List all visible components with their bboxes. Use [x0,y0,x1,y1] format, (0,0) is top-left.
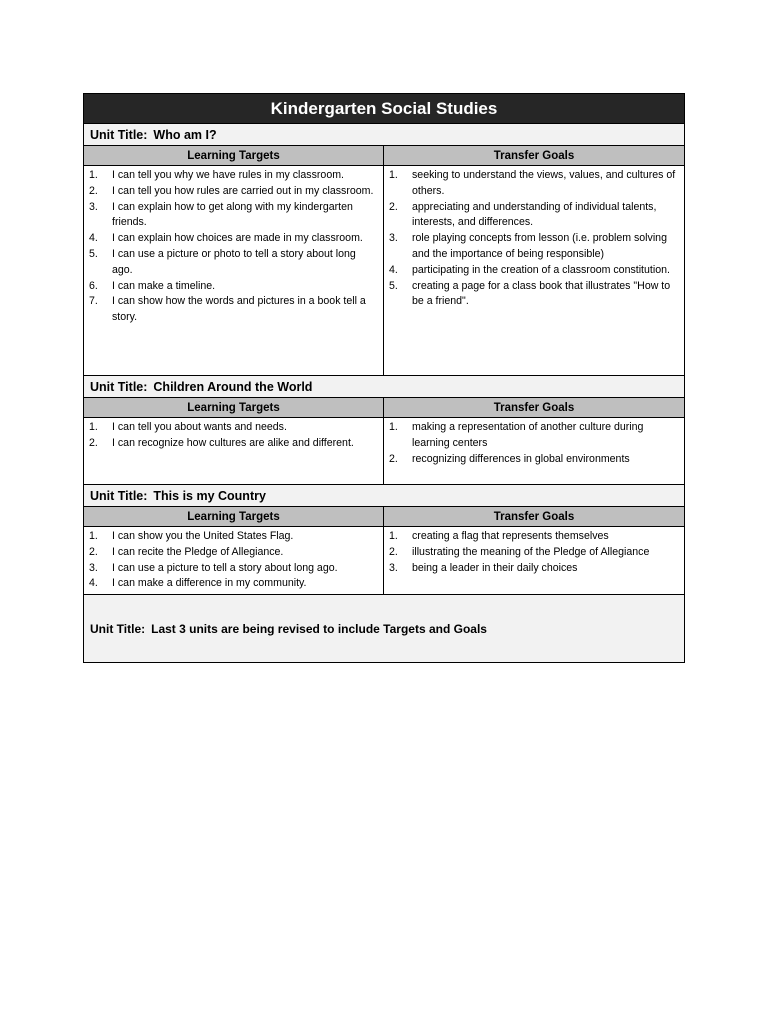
list-item [89,294,377,326]
list-number: 6. [89,279,98,292]
unit-content-row [84,166,684,376]
unit-title-row [84,124,684,146]
list-text: recognizing differences in global environments [412,452,630,465]
list-number: 1. [389,530,398,542]
list-number: 2. [389,452,398,465]
list-text: I can make a timeline. [112,279,216,292]
list-text: illustrating the meaning of the Pledge of Allegiance [412,545,650,558]
learning-targets-cell [84,527,384,594]
unit-name: Children Around the World [153,379,313,394]
list-number: 3. [89,200,98,213]
list-number: 1. [89,169,98,181]
list-item [89,545,377,561]
list-number: 2. [389,545,398,558]
list-number: 4. [89,577,98,590]
list-text: I can recognize how cultures are alike and different. [112,436,354,449]
social-studies-document [83,93,685,663]
list-number: 4. [389,263,398,276]
list-item [389,545,678,561]
list-item [389,231,678,263]
transfer-goals-list [389,168,678,310]
unit-title-row [84,376,684,398]
list-item [389,263,678,279]
list-item [389,168,678,200]
list-text: participating in the creation of a classroom constitution. [412,263,670,276]
learning-targets-list [89,420,377,452]
list-text: creating a flag that represents themselves [412,530,609,542]
list-text: I can explain how choices are made in my classroom. [112,232,363,245]
unit-title-label: Unit Title: [90,488,148,503]
list-number: 2. [389,200,398,213]
transfer-goals-cell [384,527,684,594]
list-item [389,452,678,468]
list-text: I can tell you how rules are carried out in my classroom. [112,184,374,197]
learning-targets-header: Learning Targets [84,398,384,417]
unit-content-row [84,527,684,595]
transfer-goals-list [389,529,678,576]
unit-content-row [84,418,684,485]
column-header-row [84,398,684,418]
list-number: 7. [89,295,98,308]
list-number: 1. [89,530,98,542]
list-text: seeking to understand the views, values, and cultures of others. [412,169,676,197]
transfer-goals-header: Transfer Goals [493,401,575,414]
learning-targets-list [89,168,377,326]
column-header-row [84,146,684,166]
list-text: I can recite the Pledge of Allegiance. [112,545,284,558]
list-item [89,529,377,545]
list-text: I can explain how to get along with my kindergarten friends. [112,200,353,229]
list-number: 3. [389,232,398,245]
document-title: Kindergarten Social Studies [84,94,684,124]
list-number: 3. [89,561,98,574]
learning-targets-header: Learning Targets [84,146,384,165]
list-number: 2. [89,545,98,558]
unit-title-label: Unit Title: [90,127,148,142]
learning-targets-header: Learning Targets [84,507,384,526]
list-item [389,279,678,311]
learning-targets-list [89,529,377,592]
transfer-goals-header: Transfer Goals [493,510,575,523]
list-text: making a representation of another culture during learning centers [412,421,644,449]
list-number: 5. [89,247,98,260]
list-text: I can use a picture to tell a story about long ago. [112,561,338,574]
list-item [89,231,377,247]
learning-targets-cell [84,166,384,375]
transfer-goals-list [389,420,678,467]
list-item [89,184,377,200]
list-text: being a leader in their daily choices [412,561,578,574]
unit-title-row [84,485,684,507]
list-text: I can make a difference in my community. [112,577,307,590]
revision-note-row [84,595,684,662]
list-text: I can show you the United States Flag. [112,530,294,542]
list-text: I can use a picture or photo to tell a story about long ago. [112,247,356,276]
list-item [89,168,377,184]
unit-title-label: Unit Title: [90,379,148,394]
list-text: I can show how the words and pictures in a book tell a story. [112,295,366,324]
list-item [89,200,377,232]
list-number: 5. [389,279,398,292]
unit-title-label: Unit Title: [90,621,146,636]
list-text: I can tell you why we have rules in my classroom. [112,169,344,181]
transfer-goals-cell [384,418,684,484]
list-item [89,561,377,577]
list-item [89,279,377,295]
list-number: 2. [89,184,98,197]
column-header-row [84,507,684,527]
list-number: 3. [389,561,398,574]
list-item [89,576,377,592]
unit-name: This is my Country [153,488,266,503]
list-item [389,200,678,232]
list-number: 4. [89,232,98,245]
list-number: 1. [389,421,398,433]
list-text: I can tell you about wants and needs. [112,421,287,433]
list-number: 2. [89,436,98,449]
list-item [389,420,678,452]
transfer-goals-cell [384,166,684,375]
list-item [89,420,377,436]
list-text: creating a page for a class book that illustrates "How to be a friend". [412,279,671,308]
list-number: 1. [389,169,398,181]
transfer-goals-header: Transfer Goals [493,149,575,162]
list-item [389,529,678,545]
list-item [89,247,377,279]
revision-note-text: Last 3 units are being revised to include Targets and Goals [151,621,487,636]
list-item [389,561,678,577]
list-text: appreciating and understanding of individual talents, interests, and differences. [412,200,657,229]
list-number: 1. [89,421,98,433]
learning-targets-cell [84,418,384,484]
list-text: role playing concepts from lesson (i.e. problem solving and the importance of being responsible) [412,232,667,260]
list-item [89,436,377,452]
unit-name: Who am I? [153,127,217,142]
